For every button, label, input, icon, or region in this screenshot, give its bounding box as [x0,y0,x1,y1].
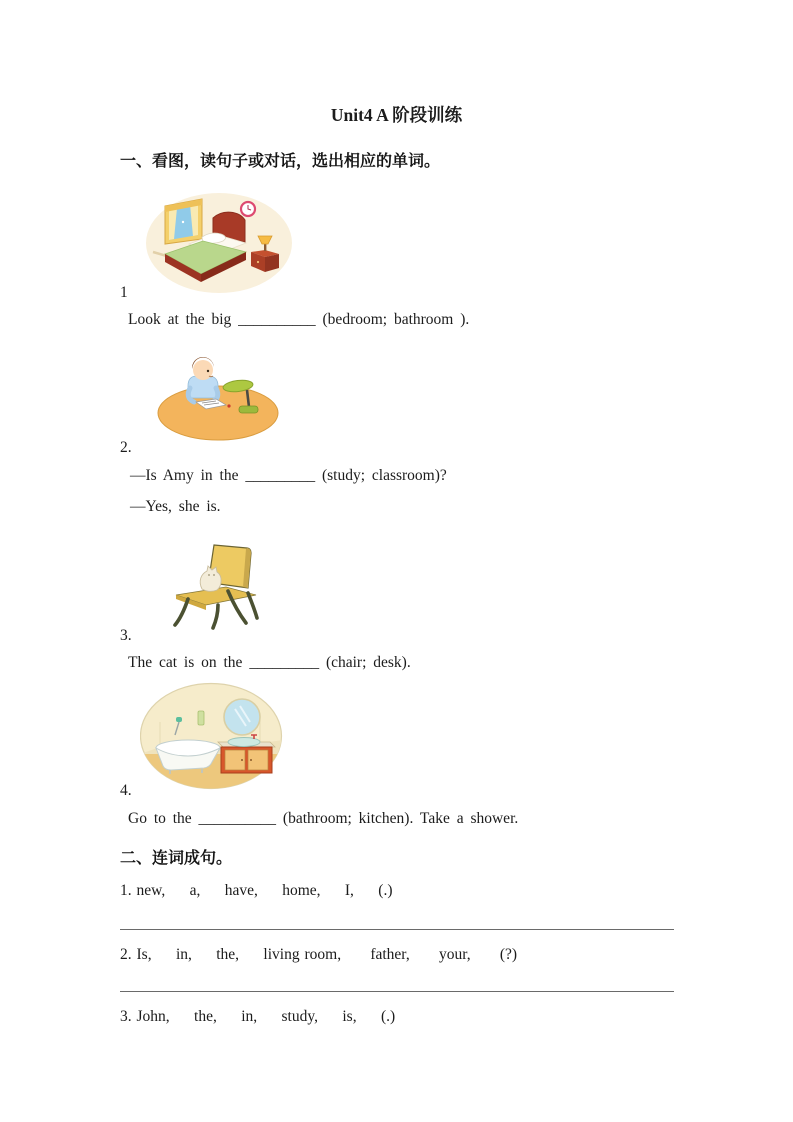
item-number: 1 [120,284,128,301]
bathroom-illustration [140,682,283,790]
bedroom-scene-icon [145,192,293,295]
item-number: 4. [120,782,132,799]
chair-with-cat-icon [168,533,266,630]
item-text: The cat is on the _________ (chair; desk). [128,654,411,671]
answer-line [120,991,674,992]
item-text: Look at the big __________ (bedroom; bathroom ). [128,311,470,328]
answer-line [120,929,674,930]
page-title: Unit4 A 阶段训练 [330,105,463,125]
unscramble-item: 3. John, the, in, study, is, (.) [120,1008,396,1025]
bedroom-illustration [145,192,293,295]
unscramble-item: 1. new, a, have, home, I, (.) [120,882,393,899]
study-illustration [152,346,284,442]
item-text: —Yes, she is. [130,498,221,515]
item-number: 3. [120,627,132,644]
chair-illustration [168,533,266,630]
item-number: 2. [120,439,132,456]
section2-heading: 二、连词成句。 [120,850,233,867]
unscramble-item: 2. Is, in, the, living room, father, your, (?) [120,946,518,963]
bathroom-scene-icon [140,682,283,790]
section1-heading: 一、看图，读句子或对话，选出相应的单词。 [120,153,441,170]
boy-studying-icon [152,346,284,442]
item-text: Go to the __________ (bathroom; kitchen). Take a shower. [128,810,519,827]
item-text: —Is Amy in the _________ (study; classroom)? [130,467,447,484]
